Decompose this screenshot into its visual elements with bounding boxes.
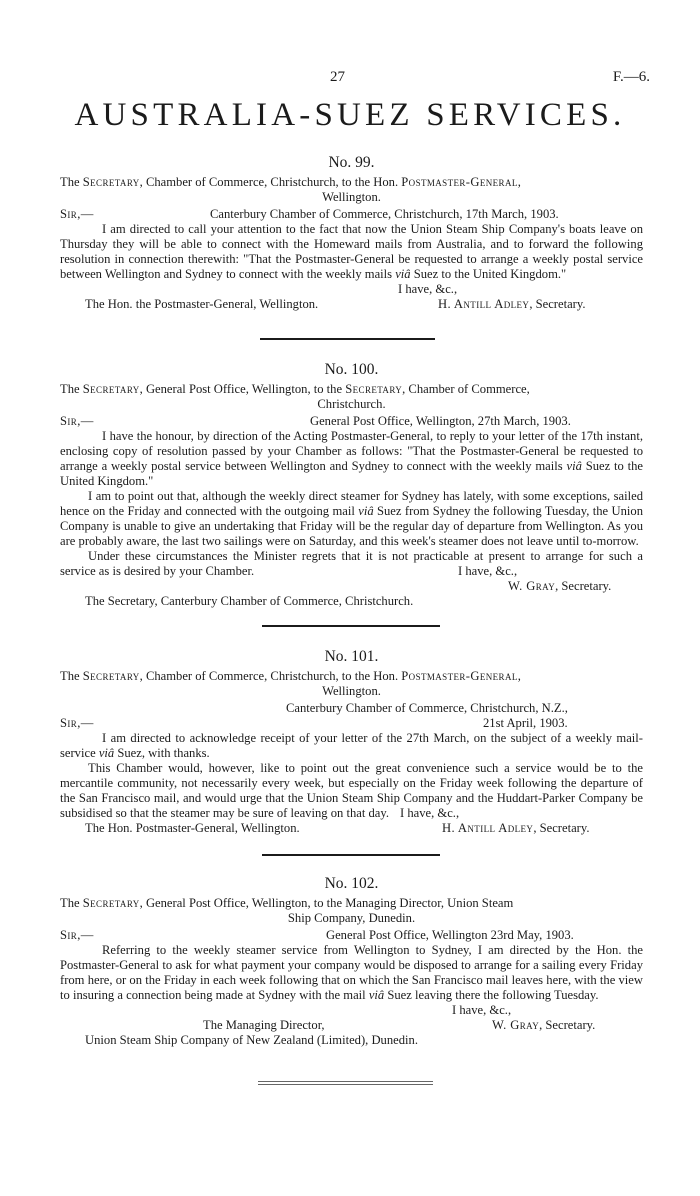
letter-address: The Secretary, General Post Office, Wellington, to the Secretary, Chamber of Commerce, — [60, 382, 530, 396]
letter-body: Referring to the weekly steamer service from Wellington to Sydney, I am directed by the Hon. the Postmaster-General to ask for what payment your company would be disposed to arrange for a sailing every Friday from here, or on the Friday in each week following that on which the San Francisco mail leaves here, with the view to insuring a connection being made at Sydney with the mail viâ Suez leaving there the following Tuesday. — [60, 943, 643, 1002]
signature-line — [60, 297, 643, 312]
section-divider — [262, 854, 440, 856]
recipient-line — [60, 1033, 643, 1048]
salutation-line — [60, 414, 643, 429]
letter-address-line2: Wellington. — [322, 684, 381, 698]
signer: W. Gray, Secretary. — [492, 1018, 596, 1032]
place-date: Canterbury Chamber of Commerce, Christchurch, 17th March, 1903. — [210, 207, 559, 221]
letter-99 — [60, 153, 643, 312]
recipient: The Hon. the Postmaster-General, Wellington. — [85, 297, 319, 311]
end-divider-2 — [258, 1084, 433, 1085]
paper-reference: F.—6. — [612, 69, 650, 85]
letter-address-line2: Wellington. — [322, 190, 381, 204]
letter-paragraph-1: I have the honour, by direction of the Acting Postmaster-General, to reply to your letter of the 17th instant, enclosing copy of resolution passed by your Chamber as follows: "That the Postmaster-General be requested to arrange a weekly postal service between Wellington and Sydney to connect with the weekly mails viâ Suez to the United Kingdom." — [60, 429, 643, 488]
letter-paragraph-3: Under these circumstances the Minister regrets that it is not practicable at present to arrange for such a service as is desired by your Chamber. — [60, 549, 643, 578]
section-divider — [260, 338, 435, 340]
letter-102 — [60, 874, 643, 1048]
salutation: Sir,— — [60, 414, 94, 428]
closing-line: I have, &c., — [400, 806, 460, 820]
signer: W. Gray, Secretary. — [508, 579, 612, 593]
letter-address-line2: Christchurch. — [317, 397, 386, 411]
salutation: Sir,— — [60, 928, 94, 942]
end-divider — [258, 1081, 433, 1082]
letter-number: No. 99. — [328, 154, 375, 171]
letter-body: I am directed to call your attention to the fact that now the Union Steam Ship Company's boats leave on Thursday they will be able to connect with the Homeward mails from Australia, and to forward the following resolution in connection therewith: "That the Postmaster-General be requested to arrange a weekly postal service between Wellington and Sydney to connect with the weekly mails viâ Suez to the United Kingdom." — [60, 222, 643, 281]
salutation: Sir,— — [60, 716, 94, 730]
recipient: The Secretary, Canterbury Chamber of Commerce, Christchurch. — [85, 594, 414, 608]
recipient: The Hon. Postmaster-General, Wellington. — [85, 821, 300, 835]
page-number: 27 — [330, 69, 345, 85]
recipient-line — [60, 594, 643, 609]
letter-address: The Secretary, Chamber of Commerce, Christchurch, to the Hon. Postmaster-General, — [60, 669, 521, 683]
letter-100 — [60, 360, 643, 609]
place-date: 21st April, 1903. — [483, 716, 568, 730]
salutation-line — [60, 928, 643, 943]
letter-101 — [60, 647, 643, 836]
letter-paragraph-2: This Chamber would, however, like to point out the great convenience such a service would be to the mercantile community, not necessarily every week, but especially on the Friday week following the departure of the San Francisco mail, and would urge that the Union Steam Ship Company and the Huddart-Parker Company be subsidised so that the steamer may be sure of leaving on that day. — [60, 761, 643, 820]
salutation: Sir,— — [60, 207, 94, 221]
page-header — [0, 70, 700, 90]
signature-line — [60, 1018, 643, 1033]
closing-line: I have, &c., — [398, 282, 458, 296]
letter-address: The Secretary, Chamber of Commerce, Christchurch, to the Hon. Postmaster-General, — [60, 175, 521, 189]
letter-paragraph-1: I am directed to acknowledge receipt of your letter of the 27th March, on the subject of a weekly mail-service viâ Suez, with thanks. — [60, 731, 643, 760]
letter-paragraph-2: I am to point out that, although the weekly direct steamer for Sydney has lately, with some exceptions, sailed hence on the Friday and connected with the outgoing mail viâ Suez from Sydney the following Tuesday, the Union Company is unable to give an undertaking that Friday will be the regular day of departure from Wellington. As you are probably aware, the last two sailings were on Saturday, and this week's steamer does not leave until to-morrow. — [60, 489, 643, 548]
place-date: General Post Office, Wellington 23rd May, 1903. — [326, 928, 574, 942]
place-date: General Post Office, Wellington, 27th March, 1903. — [310, 414, 571, 428]
signer: H. Antill Adley, Secretary. — [442, 821, 590, 835]
recipient-line-1: The Managing Director, — [203, 1018, 325, 1032]
salutation-line — [60, 716, 643, 731]
place-line-1: Canterbury Chamber of Commerce, Christchurch, N.Z., — [286, 701, 568, 715]
closing-line: I have, &c., — [452, 1003, 512, 1017]
letter-number: No. 100. — [324, 361, 379, 378]
letter-address: The Secretary, General Post Office, Wellington, to the Managing Director, Union Steam — [60, 896, 514, 910]
closing-line: I have, &c., — [458, 564, 518, 578]
signature-line — [60, 579, 643, 594]
letter-number: No. 102. — [324, 875, 379, 892]
salutation-line — [60, 207, 643, 222]
letter-address-line2: Ship Company, Dunedin. — [287, 911, 416, 925]
signer: H. Antill Adley, Secretary. — [438, 297, 586, 311]
section-divider — [262, 625, 440, 627]
letter-number: No. 101. — [324, 648, 379, 665]
signature-line — [60, 821, 643, 836]
page-title: AUSTRALIA-SUEZ SERVICES. — [74, 97, 626, 133]
recipient-line-2: Union Steam Ship Company of New Zealand (Limited), Dunedin. — [85, 1033, 418, 1047]
